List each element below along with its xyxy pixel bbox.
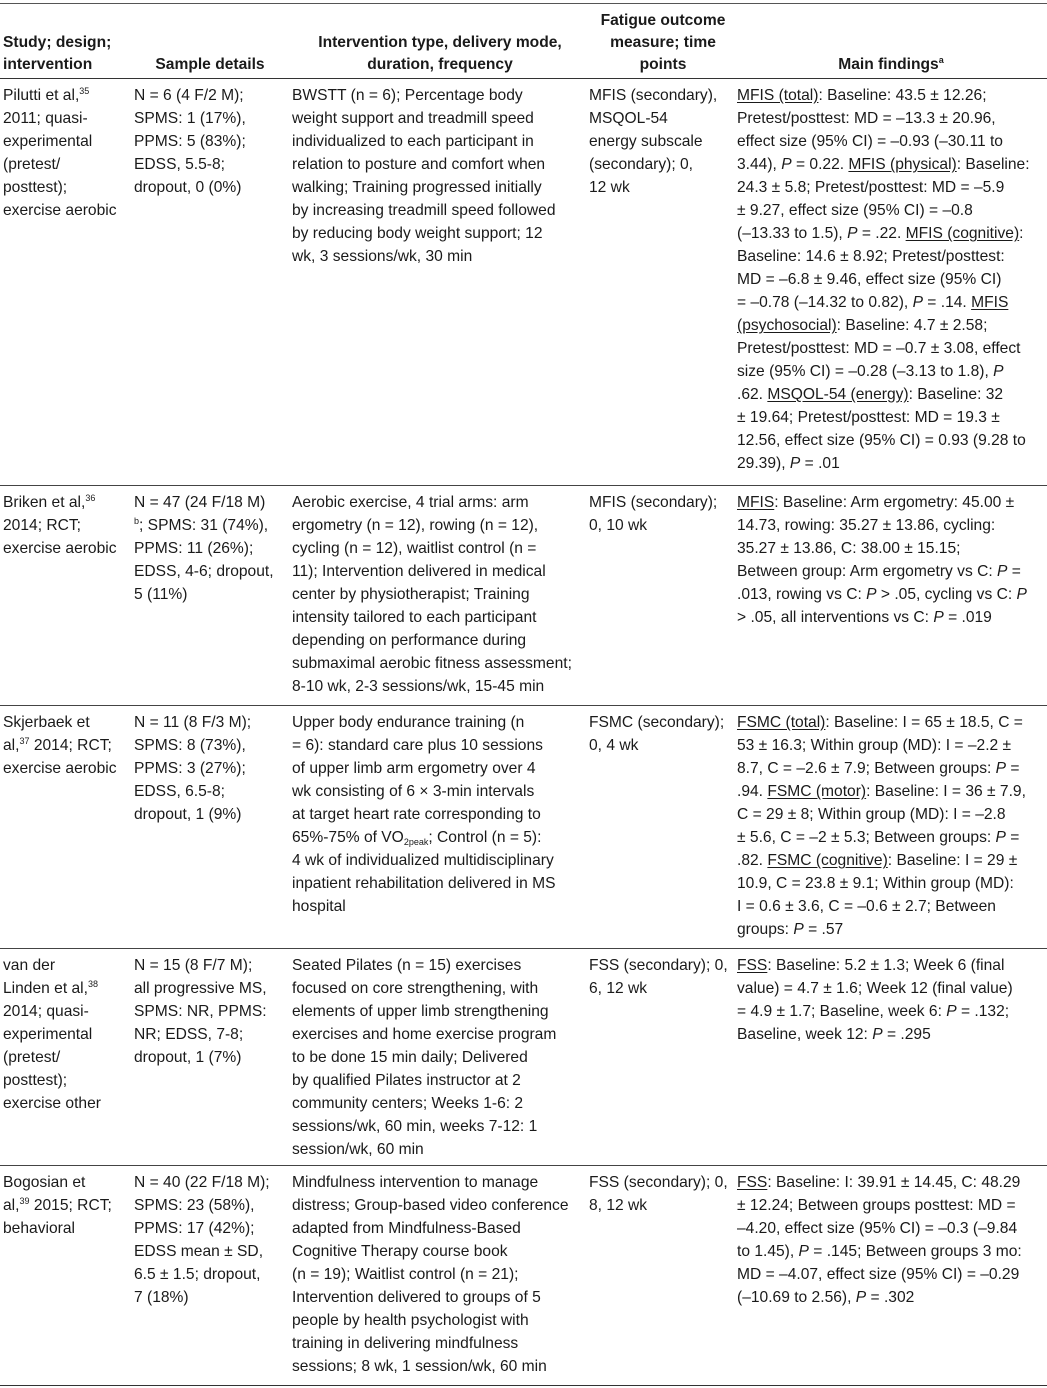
table-row [0,486,1047,706]
header-findings-label: Main findings [838,56,939,73]
sample-cell: N = 47 (24 F/18 M) $^b$; SPMS: 31 (74%), PPMS: 11 (26%); EDSS, 4-6; dropout, 5 (11%) [134,494,274,603]
intervention-cell: BWSTT (n = 6); Percentage body weight support and treadmill speed individualized to each participant in relation to posture and comfort when walking; Training progressed initially by increasing treadmill speed followed by reducing body weight support; 12 wk, 3 sessions/wk, 30 min [292,87,556,265]
study-cell: Briken et al,$^{36}$ 2014; RCT; exercise aerobic [3,493,117,557]
study-cell: van der Linden et al,$^{38}$ 2014; quasi- experimental (pretest/ posttest); exercise other [3,957,101,1112]
table-row [0,79,1047,486]
fatigue-cell: MFIS (secondary); 0, 10 wk [589,494,718,534]
fatigue-cell: MFIS (secondary), MSQOL-54 energy subscale (secondary); 0, 12 wk [589,87,718,196]
intervention-cell: Upper body endurance training (n = 6): standard care plus 10 sessions of upper limb arm ergometry over 4 wk consisting of 6 × 3-min intervals at target heart rate corresponding to 65%-75% of $VO_{2peak}$; Control (n = 5): 4 wk of individualized multidisciplinary inpatient rehabilitation delivered in MS hospital [292,714,556,915]
fatigue-cell: FSS (secondary); 0, 8, 12 wk [589,1174,728,1214]
findings-cell: MFIS (total): Baseline: 43.5 ± 12.26; Pretest/posttest: MD = –13.3 ± 20.96, effect size (95% CI) = –0.93 (–30.11 to 3.44), P = 0.22. MFIS (physical): Baseline: 24.3 ± 5.8; Pretest/posttest: MD = –5.9 ± 9.27, effect size (95% CI) = –0.8 (–13.33 to 1.5), P = .22. MFIS (cognitive): Baseline: 14.6 ± 8.92; Pretest/posttest: MD = –6.8 ± 9.46, effect size (95% CI) = –0.78 (–14.32 to 0.82), P = .14. MFIS (psychosocial): Baseline: 4.7 ± 2.58; Pretest/posttest: MD = –0.7 ± 3.08, effect size (95% CI) = –0.28 (–3.13 to 1.8), P .62. MSQOL-54 (energy): Baseline: 32 ± 19.64; Pretest/posttest: MD = 19.3 ± 12.56, effect size (95% CI) = 0.93 (9.28 to 29.39), P = .01 [737,87,1030,472]
findings-cell: MFIS: Baseline: Arm ergometry: 45.00 ± 14.73, rowing: 35.27 ± 13.86, cycling: 35.27 ± 13.86, C: 38.00 ± 15.15; Between group: Arm ergometry vs C: P = .013, rowing vs C: P > .05, cycling vs C: P > .05, all interventions vs C: P = .019 [737,494,1027,626]
reference-number: 39 [19,1196,30,1206]
fatigue-cell: FSS (secondary); 0, 6, 12 wk [589,957,728,997]
header-findings-footnote: a [938,55,944,65]
reference-number: 35 [79,86,90,96]
findings-cell: FSS: Baseline: 5.2 ± 1.3; Week 6 (final value) = 4.7 ± 1.6; Week 12 (final value) = 4.9 ± 1.7; Baseline, week 6: P = .132; Baseline, week 12: P = .295 [737,957,1013,1043]
table-header [0,4,1047,79]
findings-cell: FSMC (total): Baseline: I = 65 ± 18.5, C = 53 ± 16.3; Within group (MD): I = –2.2 ± 8.7, C = –2.6 ± 7.9; Between groups: P = .94. FSMC (motor): Baseline: I = 36 ± 7.9, C = 29 ± 8; Within group (MD): I = –2.8 ± 5.6, C = –2 ± 5.3; Between groups: P = .82. FSMC (cognitive): Baseline: I = 29 ± 10.9, C = 23.8 ± 9.1; Within group (MD): I = 0.6 ± 3.6, C = –0.6 ± 2.7; Between groups: P = .57 [737,714,1026,938]
study-cell: Bogosian et al,$^{39}$ 2015; RCT; behavioral [3,1174,112,1237]
reference-number: 38 [87,979,98,989]
sample-cell: N = 11 (8 F/3 M); SPMS: 8 (73%), PPMS: 3 (27%); EDSS, 6.5-8; dropout, 1 (9%) [134,714,252,823]
reference-number: 37 [19,736,30,746]
header-intervention: Intervention type, delivery mode, duration, frequency [318,34,562,73]
intervention-cell: Seated Pilates (n = 15) exercises focused on core strengthening, with elements of upper limb strengthening exercises and home exercise program to be done 15 min daily; Delivered by qualified Pilates instructor at 2 community centers; Weeks 1-6: 2 sessions/wk, 60 min, weeks 7-12: 1 session/wk, 60 min [292,957,557,1158]
subscript: 2peak [403,837,429,847]
intervention-cell: Mindfulness intervention to manage distress; Group-based video conference adapted from Mindfulness-Based Cognitive Therapy course book (n = 19); Waitlist control (n = 21); Intervention delivered to groups of 5 people by health psychologist with training in delivering mindfulness sessions; 8 wk, 1 session/wk, 60 min [292,1174,569,1375]
intervention-cell: Aerobic exercise, 4 trial arms: arm ergometry (n = 12), rowing (n = 12), cycling (n = 12), waitlist control (n = 11); Intervention delivered in medical center by physiotherapist; Training intensity tailored to each participant depending on performance during submaximal aerobic fitness assessment; 8-10 wk, 2-3 sessions/wk, 15-45 min [292,494,572,695]
sample-cell: N = 40 (22 F/18 M); SPMS: 23 (58%), PPMS: 17 (42%); EDSS mean ± SD, 6.5 ± 1.5; dropout, 7 (18%) [134,1174,270,1306]
sample-cell: N = 15 (8 F/7 M); all progressive MS, SPMS: NR, PPMS: NR; EDSS, 7-8; dropout, 1 (7%) [134,957,267,1066]
findings-cell: FSS: Baseline: I: 39.91 ± 14.45, C: 48.29 ± 12.24; Between groups posttest: MD = –4.20, effect size (95% CI) = –0.3 (–9.84 to 1.45), P = .145; Between groups 3 mo: MD = –4.07, effect size (95% CI) = –0.29 (–10.69 to 2.56), P = .302 [737,1174,1022,1306]
reference-number: 36 [85,493,96,503]
table-row [0,706,1047,949]
fatigue-cell: FSMC (secondary); 0, 4 wk [589,714,725,754]
study-cell: Pilutti et al,$^{35}$ 2011; quasi- experimental (pretest/ posttest); exercise aerobic [3,86,117,219]
header-fatigue: Fatigue outcome measure; time points [600,12,726,73]
header-study: Study; design; intervention [3,34,112,73]
header-findings [737,54,1045,76]
table-row [0,1166,1047,1386]
footnote-marker: b [134,516,140,526]
table-row [0,949,1047,1166]
header-sample: Sample details [155,56,265,73]
sample-cell: N = 6 (4 F/2 M); SPMS: 1 (17%), PPMS: 5 (83%); EDSS, 5.5-8; dropout, 0 (0%) [134,87,246,196]
study-cell: Skjerbaek et al,$^{37}$ 2014; RCT; exercise aerobic [3,714,117,777]
